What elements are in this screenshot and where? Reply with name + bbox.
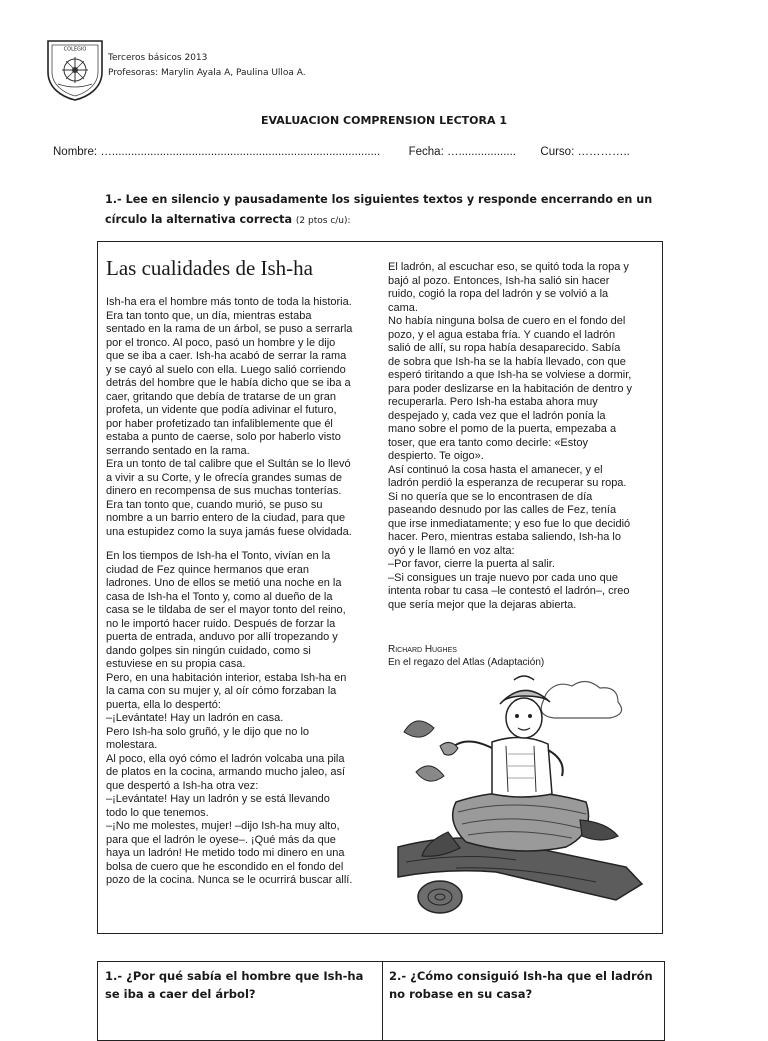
story-line: Era tan tonto que, un día, mientras estaba xyxy=(106,309,312,322)
story-line: detrás del hombre que le había dicho que se iba a xyxy=(106,377,351,389)
story-line: paseando desnudo por las calles de Fez, tenía xyxy=(388,504,617,516)
story-line: hacer. Pero, mientras estaba saliendo, Ish-ha lo xyxy=(388,531,621,543)
story-line: Pero, en una habitación interior, estaba Ish-ha en xyxy=(106,671,347,684)
story-line: nombre a un barrio entero de la ciudad, para que xyxy=(106,512,346,524)
story-line: de sobra que Ish-ha se la había llevado, con que xyxy=(388,355,626,368)
story-line: cama. xyxy=(388,301,418,314)
story-line: una estupidez como la suya jamás fuese olvidada. xyxy=(106,525,352,538)
story-line: despejado y, cada vez que el ladrón ponía la xyxy=(388,409,606,422)
question-2: 2.- ¿Cómo consiguió Ish-ha que el ladrón no robase en su casa? xyxy=(389,969,653,1001)
story-line: para poder deslizarse en la habitación de dentro y xyxy=(388,382,632,395)
question-1: 1.- ¿Por qué sabía el hombre que Ish-ha se iba a caer del árbol? xyxy=(105,969,364,1001)
course-line: Terceros básicos 2013 xyxy=(108,53,208,63)
story-illustration xyxy=(396,672,644,922)
instruction-text: 1.- Lee en silencio y pausadamente los siguientes textos y responde encerrando en un círculo la alternativa correcta xyxy=(105,193,653,226)
teachers-line: Profesoras: Marylin Ayala A, Paulina Ulloa A. xyxy=(108,68,306,78)
story-line: casa se le tildaba de ser el mayor tonto del reino, xyxy=(106,604,346,616)
paragraph-gap xyxy=(106,539,352,550)
story-line: Ish-ha era el hombre más tonto de toda la historia. xyxy=(106,296,352,308)
story-line: por el tronco. Al poco, pasó un hombre y le dijo xyxy=(106,336,336,349)
story-line: puerta de entrada, anduvo por allí tropezando y xyxy=(106,631,338,643)
story-line: y se cayó al suelo con ella. Luego salió corriendo xyxy=(106,363,346,376)
story-line: Era un tonto de tal calibre que el Sultán se lo llevó xyxy=(106,458,351,470)
story-line: intenta robar tu casa –le contestó el ladrón–, creo xyxy=(388,585,630,597)
story-line: molestara. xyxy=(106,739,158,751)
story-line: que irse inmediatamente; y eso fue lo que decidió xyxy=(388,517,631,530)
story-line: pozo, y el agua estaba fría. Y cuando el ladrón xyxy=(388,328,616,341)
story-line: Al poco, ella oyó cómo el ladrón volcaba una pila xyxy=(106,752,345,765)
story-line: no le importó hacer ruido. Después de forzar la xyxy=(106,617,336,630)
story-line: por haber profetizado tan infaliblemente que él xyxy=(106,417,333,430)
story-line: dando golpes sin ningún cuidado, como si xyxy=(106,644,311,657)
story-line: dinero en recompensa de sus muchas tonterías. xyxy=(106,485,342,497)
story-line: a vivir a su Corte, y le ofrecía grandes sumas de xyxy=(106,471,342,484)
story-line: Pero Ish-ha solo gruñó, y le dijo que no lo xyxy=(106,725,310,738)
story-line: caer, gritando que debía de tratarse de un gran xyxy=(106,390,336,403)
story-line: estaba a punto de caerse, solo por haberlo visto xyxy=(106,431,341,443)
story-source: En el regazo del Atlas (Adaptación) xyxy=(388,657,545,668)
story-line: mano sobre el pomo de la puerta, empezaba a xyxy=(388,423,617,435)
story-line: –Por favor, cierre la puerta al salir. xyxy=(388,558,555,570)
story-line: –¡No me molestes, mujer! –dijo Ish-ha muy alto, xyxy=(106,820,340,832)
date-field[interactable]: ….................. xyxy=(446,146,516,158)
student-fields xyxy=(53,146,630,158)
story-line: puerta, ella lo despertó: xyxy=(106,698,221,711)
story-line: serrando sentado en la rama. xyxy=(106,444,250,457)
story-author: Richard Hughes xyxy=(388,644,457,655)
instruction-points: (2 ptos c/u): xyxy=(295,216,351,226)
story-line: oyó y le llamó en voz alta: xyxy=(388,544,515,557)
story-line: para que el ladrón le oyese–. ¡Qué más da que xyxy=(106,833,336,846)
story-line: ladrones. Uno de ellos se metió una noche en la xyxy=(106,577,342,589)
story-line: sentado en la rama de un árbol, se puso a serrarla xyxy=(106,323,353,335)
story-line: toser, que era tanto como decirle: «Estoy xyxy=(388,436,588,449)
story-line: que despertó a Ish-ha otra vez: xyxy=(106,779,259,792)
questions-divider xyxy=(382,961,383,1041)
story-line: El ladrón, al escuchar eso, se quitó toda la ropa y xyxy=(388,261,629,273)
course-label: Curso: xyxy=(540,146,575,158)
exam-title: EVALUACION COMPRENSION LECTORA 1 xyxy=(260,114,507,127)
story-line: casa de Ish-ha el Tonto y, como al dueño de la xyxy=(106,590,333,603)
story-line: –Si consigues un traje nuevo por cada uno que xyxy=(388,571,618,584)
story-line: –¡Levántate! Hay un ladrón en casa. xyxy=(106,712,284,724)
story-line: En los tiempos de Ish-ha el Tonto, vivían en la xyxy=(106,550,331,562)
name-label: Nombre: xyxy=(53,146,98,158)
story-line: la cama con su mujer y, al oír cómo forzaban la xyxy=(106,685,337,697)
story-line: –¡Levántate! Hay un ladrón y se está llevando xyxy=(106,793,330,805)
story-left-column xyxy=(106,296,352,888)
story-line: salió de allí, su ropa había desaparecido. Sabía xyxy=(388,342,621,354)
story-line: Era tan tonto que, cuando murió, se puso su xyxy=(106,498,323,511)
story-line: ciudad de Fez quince hermanos que eran xyxy=(106,563,310,576)
story-line: profeta, un vidente que podía adivinar el futuro, xyxy=(106,404,337,416)
story-line: de platos en la cocina, armando mucho jaleo, así xyxy=(106,766,346,778)
story-line: esperó tiritando a que Ish-ha se volviese a dormir, xyxy=(388,369,632,381)
story-line: ladrón perdió la esperanza de recuperar su ropa. xyxy=(388,477,627,489)
story-title: Las cualidades de Ish-ha xyxy=(106,256,313,280)
story-line: pozo de la cocina. Nunca se le ocurrirá buscar allí. xyxy=(106,874,353,886)
logo-lettering: COLEGIO xyxy=(63,46,87,53)
story-line: despierto. Te oigo». xyxy=(388,450,484,462)
story-line: todo lo que tenemos. xyxy=(106,806,209,819)
story-line: bajó al pozo. Entonces, Ish-ha salió sin hacer xyxy=(388,274,610,287)
story-line: Así continuó la cosa hasta el amanecer, y el xyxy=(388,463,603,476)
story-line: ruido, cogió la ropa del ladrón y se volvió a la xyxy=(388,288,609,300)
course-field[interactable]: ………….. xyxy=(577,146,630,158)
story-line: recuperarla. Pero Ish-ha estaba ahora muy xyxy=(388,396,598,408)
date-label: Fecha: xyxy=(408,146,444,158)
name-field[interactable]: ….................................................................................... xyxy=(100,146,381,158)
story-line: haya un ladrón! He metido todo mi dinero en una xyxy=(106,847,345,859)
story-right-column xyxy=(388,261,632,612)
story-line: que se iba a caer. Ish-ha acabó de serrar la rama xyxy=(106,350,347,362)
story-line: que sería mejor que la dejaras abierta. xyxy=(388,598,577,611)
school-crest-logo xyxy=(46,38,104,102)
story-line: Si no quería que se lo encontrasen de día xyxy=(388,490,593,503)
story-line: estuviese en su propia casa. xyxy=(106,658,246,670)
story-line: bolsa de cuero que he escondido en el fondo del xyxy=(106,860,344,873)
story-line: No había ninguna bolsa de cuero en el fondo del xyxy=(388,315,626,327)
instruction xyxy=(105,190,665,231)
